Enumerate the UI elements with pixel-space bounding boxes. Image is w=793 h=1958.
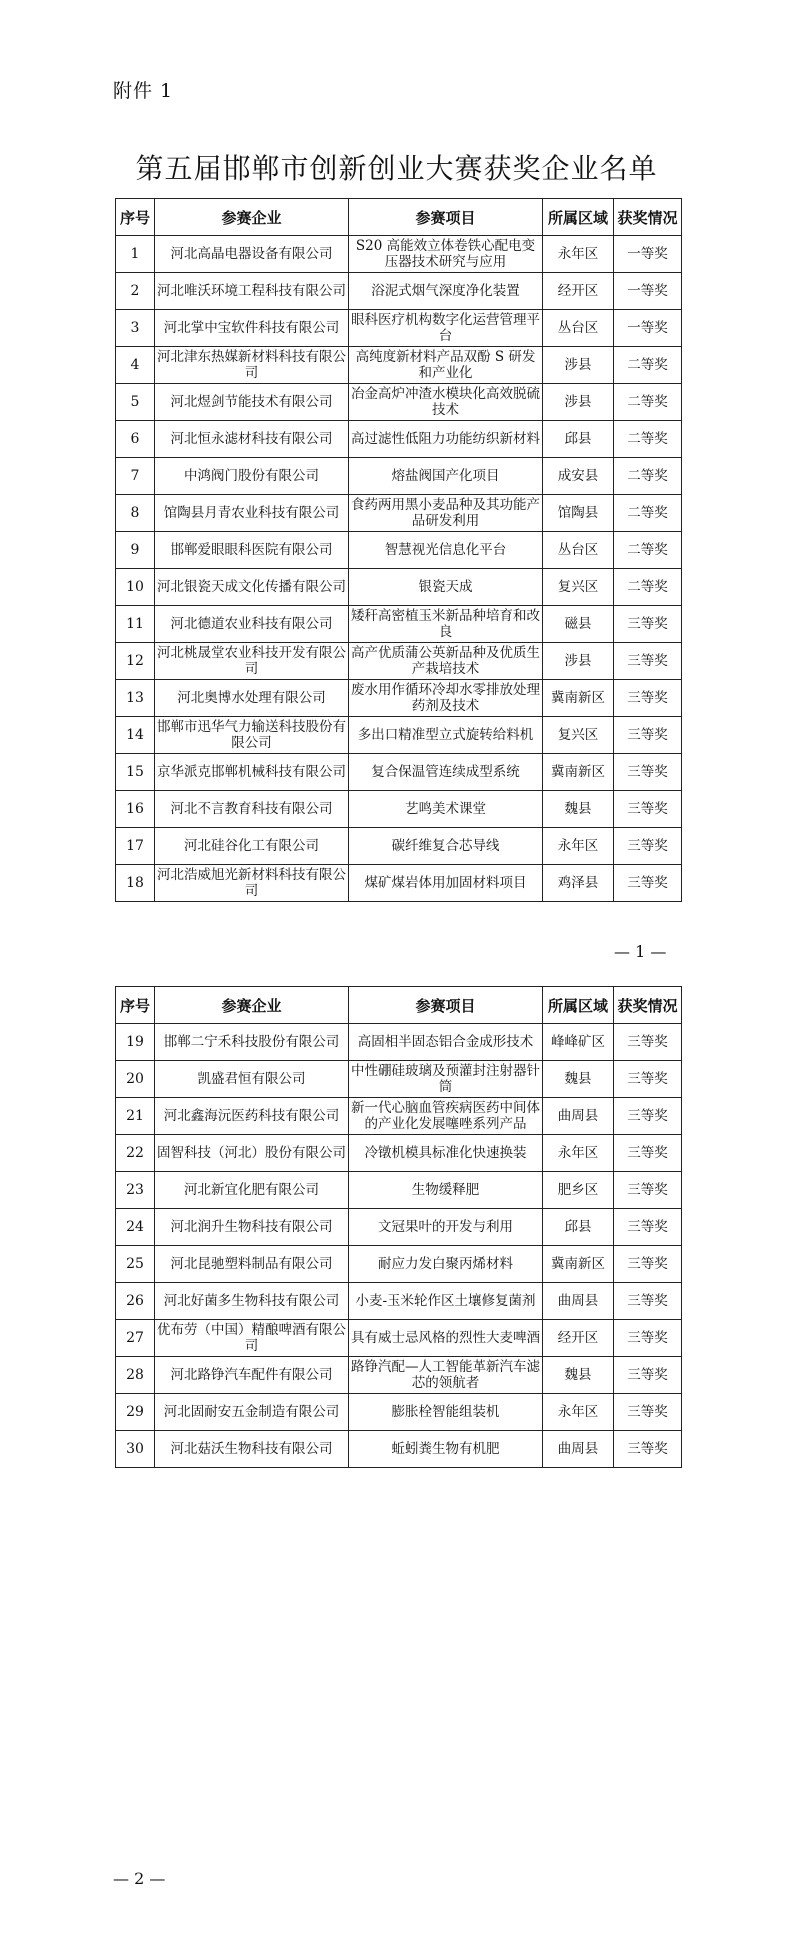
table-row: [116, 1246, 682, 1283]
cell-no: 13: [116, 680, 155, 717]
cell-region: 磁县: [543, 606, 614, 643]
table-row: [116, 606, 682, 643]
cell-no: 16: [116, 791, 155, 828]
cell-company: 邯郸爱眼眼科医院有限公司: [155, 532, 349, 569]
header-no: 序号: [116, 987, 155, 1024]
cell-region: 丛台区: [543, 532, 614, 569]
cell-project: 蚯蚓粪生物有机肥: [349, 1431, 543, 1468]
table-row: [116, 717, 682, 754]
cell-award: 一等奖: [614, 273, 682, 310]
cell-company: 河北新宜化肥有限公司: [155, 1172, 349, 1209]
cell-region: 邱县: [543, 1209, 614, 1246]
cell-region: 涉县: [543, 643, 614, 680]
cell-company: 河北银瓷天成文化传播有限公司: [155, 569, 349, 606]
cell-award: 三等奖: [614, 828, 682, 865]
cell-award: 三等奖: [614, 1061, 682, 1098]
cell-award: 三等奖: [614, 717, 682, 754]
cell-award: 三等奖: [614, 1135, 682, 1172]
header-project: 参赛项目: [349, 987, 543, 1024]
table-row: [116, 236, 682, 273]
cell-company: 河北菇沃生物科技有限公司: [155, 1431, 349, 1468]
cell-award: 三等奖: [614, 1431, 682, 1468]
cell-no: 8: [116, 495, 155, 532]
table-row: [116, 347, 682, 384]
cell-region: 永年区: [543, 236, 614, 273]
cell-project: 食药两用黑小麦品种及其功能产品研发利用: [349, 495, 543, 532]
cell-no: 21: [116, 1098, 155, 1135]
cell-award: 三等奖: [614, 791, 682, 828]
table-row: [116, 421, 682, 458]
cell-award: 二等奖: [614, 495, 682, 532]
cell-project: 耐应力发白聚丙烯材料: [349, 1246, 543, 1283]
cell-region: 峰峰矿区: [543, 1024, 614, 1061]
cell-company: 河北不言教育科技有限公司: [155, 791, 349, 828]
cell-no: 25: [116, 1246, 155, 1283]
cell-region: 馆陶县: [543, 495, 614, 532]
cell-region: 肥乡区: [543, 1172, 614, 1209]
cell-company: 河北好菌多生物科技有限公司: [155, 1283, 349, 1320]
cell-company: 河北唯沃环境工程科技有限公司: [155, 273, 349, 310]
cell-project: 碳纤维复合芯导线: [349, 828, 543, 865]
award-table-page-1: [115, 198, 682, 902]
cell-project: 熔盐阀国产化项目: [349, 458, 543, 495]
cell-award: 三等奖: [614, 754, 682, 791]
cell-company: 河北昆驰塑料制品有限公司: [155, 1246, 349, 1283]
table-row: [116, 1061, 682, 1098]
attachment-label: 附件 1: [113, 80, 174, 102]
cell-award: 三等奖: [614, 1320, 682, 1357]
cell-no: 6: [116, 421, 155, 458]
table-row: [116, 1320, 682, 1357]
cell-no: 19: [116, 1024, 155, 1061]
table-row: [116, 532, 682, 569]
cell-no: 11: [116, 606, 155, 643]
cell-no: 4: [116, 347, 155, 384]
cell-award: 二等奖: [614, 532, 682, 569]
cell-project: 生物缓释肥: [349, 1172, 543, 1209]
cell-region: 永年区: [543, 1135, 614, 1172]
table-header-row: [116, 987, 682, 1024]
cell-region: 曲周县: [543, 1431, 614, 1468]
table-row: [116, 828, 682, 865]
cell-project: 膨胀栓智能组装机: [349, 1394, 543, 1431]
cell-region: 魏县: [543, 1357, 614, 1394]
cell-region: 涉县: [543, 384, 614, 421]
cell-award: 三等奖: [614, 1394, 682, 1431]
cell-project: 艺鸣美术课堂: [349, 791, 543, 828]
cell-project: 废水用作循环冷却水零排放处理药剂及技术: [349, 680, 543, 717]
cell-project: 矮秆高密植玉米新品种培育和改良: [349, 606, 543, 643]
cell-company: 凯盛君恒有限公司: [155, 1061, 349, 1098]
cell-no: 28: [116, 1357, 155, 1394]
cell-project: 文冠果叶的开发与利用: [349, 1209, 543, 1246]
cell-company: 河北高晶电器设备有限公司: [155, 236, 349, 273]
cell-project: 浴泥式烟气深度净化装置: [349, 273, 543, 310]
cell-region: 冀南新区: [543, 754, 614, 791]
cell-no: 30: [116, 1431, 155, 1468]
cell-company: 优布劳（中国）精酿啤酒有限公司: [155, 1320, 349, 1357]
header-no: 序号: [116, 199, 155, 236]
cell-no: 18: [116, 865, 155, 902]
cell-project: 高过滤性低阻力功能纺织新材料: [349, 421, 543, 458]
cell-region: 冀南新区: [543, 1246, 614, 1283]
cell-project: 眼科医疗机构数字化运营管理平台: [349, 310, 543, 347]
cell-company: 河北鑫海沅医药科技有限公司: [155, 1098, 349, 1135]
table-row: [116, 754, 682, 791]
table-row: [116, 273, 682, 310]
cell-project: 银瓷天成: [349, 569, 543, 606]
cell-no: 27: [116, 1320, 155, 1357]
table-row: [116, 1357, 682, 1394]
cell-project: 中性硼硅玻璃及预灌封注射器针筒: [349, 1061, 543, 1098]
cell-award: 二等奖: [614, 384, 682, 421]
cell-project: 智慧视光信息化平台: [349, 532, 543, 569]
cell-no: 2: [116, 273, 155, 310]
cell-region: 永年区: [543, 828, 614, 865]
cell-region: 冀南新区: [543, 680, 614, 717]
cell-no: 20: [116, 1061, 155, 1098]
cell-project: 小麦-玉米轮作区土壤修复菌剂: [349, 1283, 543, 1320]
cell-company: 河北德道农业科技有限公司: [155, 606, 349, 643]
cell-project: 多出口精准型立式旋转给料机: [349, 717, 543, 754]
cell-region: 经开区: [543, 273, 614, 310]
cell-region: 魏县: [543, 791, 614, 828]
cell-no: 5: [116, 384, 155, 421]
table-row: [116, 495, 682, 532]
cell-no: 14: [116, 717, 155, 754]
cell-company: 河北路铮汽车配件有限公司: [155, 1357, 349, 1394]
cell-region: 邱县: [543, 421, 614, 458]
cell-project: 路铮汽配—人工智能革新汽车滤芯的领航者: [349, 1357, 543, 1394]
table-row: [116, 1394, 682, 1431]
cell-company: 中鸿阀门股份有限公司: [155, 458, 349, 495]
cell-company: 河北掌中宝软件科技有限公司: [155, 310, 349, 347]
cell-project: 煤矿煤岩体用加固材料项目: [349, 865, 543, 902]
cell-region: 复兴区: [543, 569, 614, 606]
table-row: [116, 1431, 682, 1468]
cell-region: 曲周县: [543, 1098, 614, 1135]
cell-award: 三等奖: [614, 1024, 682, 1061]
cell-award: 三等奖: [614, 1283, 682, 1320]
cell-region: 鸡泽县: [543, 865, 614, 902]
cell-award: 三等奖: [614, 1172, 682, 1209]
table-row: [116, 310, 682, 347]
table-row: [116, 865, 682, 902]
table-row: [116, 1098, 682, 1135]
cell-project: S20 高能效立体卷铁心配电变压器技术研究与应用: [349, 236, 543, 273]
cell-company: 邯郸市迅华气力输送科技股份有限公司: [155, 717, 349, 754]
cell-award: 二等奖: [614, 421, 682, 458]
cell-no: 3: [116, 310, 155, 347]
table-row: [116, 1283, 682, 1320]
cell-award: 三等奖: [614, 606, 682, 643]
header-company: 参赛企业: [155, 987, 349, 1024]
cell-region: 丛台区: [543, 310, 614, 347]
table-header-row: [116, 199, 682, 236]
cell-no: 22: [116, 1135, 155, 1172]
cell-company: 河北煜剑节能技术有限公司: [155, 384, 349, 421]
cell-award: 一等奖: [614, 310, 682, 347]
cell-region: 永年区: [543, 1394, 614, 1431]
cell-region: 经开区: [543, 1320, 614, 1357]
cell-no: 10: [116, 569, 155, 606]
cell-award: 二等奖: [614, 458, 682, 495]
cell-award: 三等奖: [614, 1098, 682, 1135]
page-number-2: — 2 —: [113, 1869, 166, 1888]
cell-region: 成安县: [543, 458, 614, 495]
cell-project: 具有威士忌风格的烈性大麦啤酒: [349, 1320, 543, 1357]
cell-region: 复兴区: [543, 717, 614, 754]
cell-no: 9: [116, 532, 155, 569]
table-row: [116, 1209, 682, 1246]
header-project: 参赛项目: [349, 199, 543, 236]
cell-award: 二等奖: [614, 569, 682, 606]
cell-region: 涉县: [543, 347, 614, 384]
header-award: 获奖情况: [614, 199, 682, 236]
cell-award: 三等奖: [614, 1246, 682, 1283]
table-row: [116, 1172, 682, 1209]
table-row: [116, 791, 682, 828]
cell-no: 7: [116, 458, 155, 495]
cell-award: 三等奖: [614, 1209, 682, 1246]
table-row: [116, 680, 682, 717]
table-row: [116, 1024, 682, 1061]
cell-company: 固智科技（河北）股份有限公司: [155, 1135, 349, 1172]
cell-company: 河北浩威旭光新材料科技有限公司: [155, 865, 349, 902]
cell-award: 三等奖: [614, 643, 682, 680]
cell-company: 河北润升生物科技有限公司: [155, 1209, 349, 1246]
page-number-1: — 1 —: [614, 942, 667, 961]
cell-award: 二等奖: [614, 347, 682, 384]
award-table-page-2: [115, 986, 682, 1468]
cell-project: 高纯度新材料产品双酚 S 研发和产业化: [349, 347, 543, 384]
cell-no: 12: [116, 643, 155, 680]
header-region: 所属区域: [543, 987, 614, 1024]
cell-company: 河北奥博水处理有限公司: [155, 680, 349, 717]
cell-project: 冷镦机模具标准化快速换装: [349, 1135, 543, 1172]
cell-project: 新一代心脑血管疾病医药中间体的产业化发展噻唑系列产品: [349, 1098, 543, 1135]
cell-award: 三等奖: [614, 1357, 682, 1394]
cell-company: 河北桃晟堂农业科技开发有限公司: [155, 643, 349, 680]
cell-no: 26: [116, 1283, 155, 1320]
cell-project: 高固相半固态铝合金成形技术: [349, 1024, 543, 1061]
header-company: 参赛企业: [155, 199, 349, 236]
table-row: [116, 569, 682, 606]
table-row: [116, 643, 682, 680]
table-row: [116, 458, 682, 495]
cell-company: 京华派克邯郸机械科技有限公司: [155, 754, 349, 791]
table-row: [116, 384, 682, 421]
document-title: 第五届邯郸市创新创业大赛获奖企业名单: [135, 152, 658, 185]
cell-no: 24: [116, 1209, 155, 1246]
cell-project: 复合保温管连续成型系统: [349, 754, 543, 791]
cell-company: 河北津东热媒新材料科技有限公司: [155, 347, 349, 384]
cell-award: 一等奖: [614, 236, 682, 273]
cell-company: 邯郸二宁禾科技股份有限公司: [155, 1024, 349, 1061]
cell-region: 魏县: [543, 1061, 614, 1098]
cell-company: 河北恒永滤材科技有限公司: [155, 421, 349, 458]
cell-no: 15: [116, 754, 155, 791]
cell-no: 17: [116, 828, 155, 865]
cell-project: 冶金高炉冲渣水模块化高效脱硫技术: [349, 384, 543, 421]
cell-no: 23: [116, 1172, 155, 1209]
header-region: 所属区域: [543, 199, 614, 236]
cell-company: 河北固耐安五金制造有限公司: [155, 1394, 349, 1431]
cell-award: 三等奖: [614, 865, 682, 902]
table-row: [116, 1135, 682, 1172]
cell-project: 高产优质蒲公英新品种及优质生产栽培技术: [349, 643, 543, 680]
cell-award: 三等奖: [614, 680, 682, 717]
cell-company: 馆陶县月青农业科技有限公司: [155, 495, 349, 532]
cell-region: 曲周县: [543, 1283, 614, 1320]
header-award: 获奖情况: [614, 987, 682, 1024]
cell-no: 1: [116, 236, 155, 273]
cell-no: 29: [116, 1394, 155, 1431]
cell-company: 河北硅谷化工有限公司: [155, 828, 349, 865]
